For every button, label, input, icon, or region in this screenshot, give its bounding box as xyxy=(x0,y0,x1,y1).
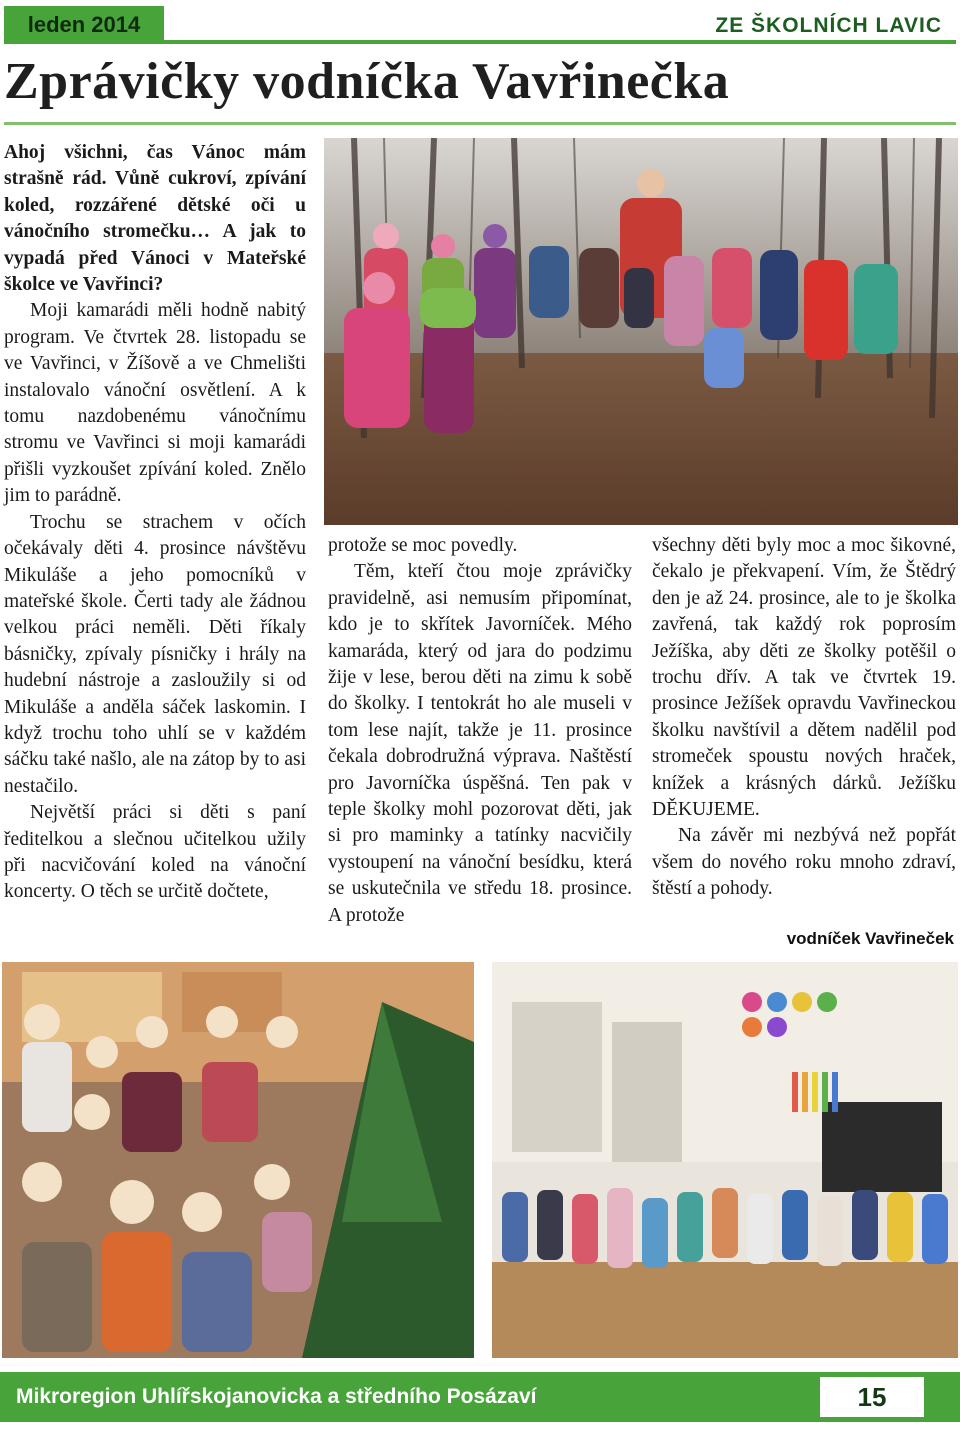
article-title: Zprávičky vodníčka Vavřinečka xyxy=(4,53,730,110)
section-label: ZE ŠKOLNÍCH LAVIC xyxy=(715,14,942,37)
article-column-2 xyxy=(328,533,632,929)
footer-region-name: Mikroregion Uhlířskojanovicka a středního Posázaví xyxy=(16,1385,537,1408)
title-rule xyxy=(4,122,956,125)
article-paragraph: všechny děti byly moc a moc šikovné, čekalo je překvapení. Vím, že Štědrý den je až 24. prosince, ale to je školka zavřená, tak každý rok poprosím Ježíška, aby děti ze školky potěšil o trochu dřív. A tak ve čtvrtek 19. prosince Ježíšek opravdu Vavřineckou školku navštívil a dětem nadělil pod stromeček spoustu nových hraček, knížek a krásných dárků. Ježíšku DĚKUJEME. xyxy=(652,535,956,821)
article-paragraph: Moji kamarádi měli hodně nabitý program. Ve čtvrtek 28. listopadu se ve Vavřinci, v Žíšově a ve Chmelišti instalovalo vánoční osvětlení. A k tomu nazdobenému vánočnímu stromu ve Vavřinci si moji kamarádi přišli vyzkoušet zpívání koled. Znělo jim to parádně. xyxy=(4,300,306,507)
article-column-1 xyxy=(4,140,306,906)
article-column-3 xyxy=(652,533,956,903)
photo-children-in-classroom xyxy=(492,962,958,1358)
photo-children-in-forest xyxy=(324,138,958,525)
page-number: 15 xyxy=(857,1382,887,1412)
article-lead-paragraph: Ahoj všichni, čas Vánoc mám strašně rád. Vůně cukroví, zpívání koled, rozzářené dětské oči u vánočního stromečku… A jak to vypadá před Vánoci v Mateřské školce ve Vavřinci? xyxy=(4,142,306,296)
photo-christmas-party xyxy=(2,962,474,1358)
article-paragraph: Trochu se strachem v očích očekávaly děti 4. prosince návštěvu Mikuláše a jeho pomocníků v mateřské škole. Čerti tady ale žádnou velkou práci neměli. Děti říkaly básničky, zpívaly písničky i hrály na hudební nástroje a zasloužily si od Mikuláše a anděla sáček laskomin. I když trochu toho uhlí se v každém sáčku také našlo, ale na zátop by to asi nestačilo. xyxy=(4,511,306,797)
article-paragraph: protože se moc povedly. xyxy=(328,535,518,556)
article-paragraph: Největší práci si děti s paní ředitelkou a slečnou učitelkou užily při nacvičování koled na vánoční koncerty. O těch se určitě dočtete, xyxy=(4,802,306,903)
issue-date: leden 2014 xyxy=(27,12,141,37)
header-rule xyxy=(164,40,956,44)
article-signature: vodníček Vavřineček xyxy=(786,929,954,948)
issue-date-badge xyxy=(4,6,164,44)
article-paragraph: Na závěr mi nezbývá než popřát všem do nového roku mnoho zdraví, štěstí a pohody. xyxy=(652,825,956,900)
article-paragraph: Těm, kteří čtou moje zprávičky pravidelně, asi nemusím připomínat, kdo je to skřítek Javorníček. Mého kamaráda, který od jara do podzimu žije v lese, berou děti na zimu k sobě do školky. I tentokrát ho ale museli v tom lese najít, takže je 11. prosince čekala dobrodružná výprava. Naštěstí pro Javorníčka úspěšná. Ten pak v teple školky mohl pozorovat děti, jak si pro maminky a tatínky nacvičily vystoupení na vánoční besídku, která se uskutečnila ve středu 18. prosince. A protože xyxy=(328,561,632,926)
